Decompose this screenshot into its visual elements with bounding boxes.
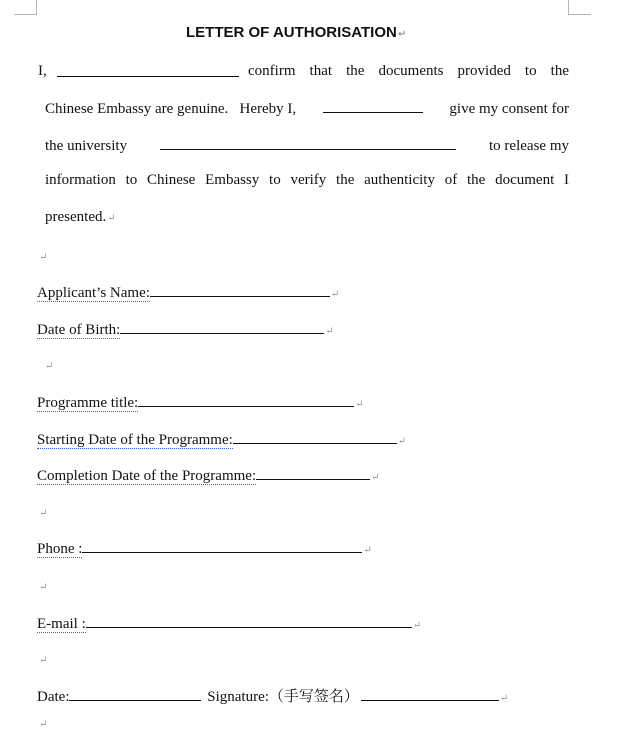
applicant-name-field[interactable]	[150, 282, 330, 297]
paragraph-line-4: information to Chinese Embassy to verify the authenticity of the document I	[45, 172, 569, 188]
date-of-birth-field[interactable]	[120, 319, 324, 334]
email-field[interactable]	[86, 613, 412, 628]
starting-date-label: Starting Date of the Programme:	[37, 432, 233, 448]
applicant-name-row	[37, 282, 339, 304]
email-label: E-mail :	[37, 616, 86, 632]
starting-date-field[interactable]	[233, 429, 397, 444]
email-row	[37, 613, 421, 635]
programme-title-row	[37, 392, 364, 414]
empty-paragraph	[38, 503, 47, 523]
date-label: Date:	[37, 689, 70, 705]
paragraph-mark-icon: ↵	[355, 399, 364, 410]
empty-paragraph	[38, 247, 47, 267]
paragraph-mark-icon: ↵	[412, 620, 422, 631]
paragraph-mark-icon: ↵	[39, 508, 48, 519]
empty-paragraph	[38, 577, 47, 597]
paragraph-mark-icon: ↵	[397, 29, 407, 40]
paragraph-line-3-start: the university	[45, 138, 128, 154]
phone-label: Phone :	[37, 541, 83, 557]
signature-field[interactable]	[361, 686, 499, 701]
programme-title-label: Programme title:	[37, 395, 139, 411]
paragraph-line-2-start: Chinese Embassy are genuine. Hereby I,	[45, 101, 297, 117]
completion-date-row	[37, 465, 380, 487]
empty-paragraph	[38, 714, 47, 734]
empty-paragraph	[44, 356, 53, 376]
paragraph-line-3	[45, 135, 569, 155]
paragraph-mark-icon: ↵	[45, 361, 54, 372]
name-blank[interactable]	[57, 62, 239, 82]
consent-name-blank[interactable]	[323, 98, 423, 113]
programme-title-field[interactable]	[138, 392, 354, 407]
applicant-name-label: Applicant’s Name:	[37, 285, 150, 301]
paragraph-mark-icon: ↵	[397, 436, 407, 447]
page-corner-top-left	[14, 0, 37, 15]
paragraph-mark-icon: ↵	[39, 719, 48, 730]
document-title: LETTER OF AUTHORISATION↵	[186, 24, 407, 41]
paragraph-line-2	[45, 98, 569, 118]
date-signature-row	[37, 686, 508, 708]
page-corner-top-right	[568, 0, 591, 15]
empty-paragraph	[38, 650, 47, 670]
starting-date-row	[37, 429, 406, 451]
paragraph-line-1-end: confirm that the documents provided to the	[248, 63, 569, 79]
paragraph-line-2-end: give my consent for	[449, 101, 569, 117]
paragraph-mark-icon: ↵	[107, 213, 116, 224]
date-of-birth-row	[37, 319, 334, 341]
paragraph-mark-icon: ↵	[325, 326, 334, 337]
completion-date-field[interactable]	[256, 465, 370, 480]
paragraph-line-1-start: I,	[38, 63, 47, 79]
paragraph-mark-icon: ↵	[499, 693, 509, 704]
paragraph-mark-icon: ↵	[39, 252, 48, 263]
paragraph-mark-icon: ↵	[363, 545, 372, 556]
signature-label: Signature:（手写签名）	[207, 689, 359, 705]
paragraph-mark-icon: ↵	[39, 582, 48, 593]
paragraph-mark-icon: ↵	[330, 289, 340, 300]
phone-field[interactable]	[82, 538, 362, 553]
paragraph-mark-icon: ↵	[39, 655, 48, 666]
university-blank[interactable]	[160, 135, 456, 150]
date-of-birth-label: Date of Birth:	[37, 322, 121, 338]
paragraph-line-5: presented.↵	[45, 209, 116, 225]
date-field[interactable]	[69, 686, 201, 701]
paragraph-mark-icon: ↵	[371, 472, 380, 483]
phone-row	[37, 538, 372, 560]
completion-date-label: Completion Date of the Programme:	[37, 468, 257, 484]
paragraph-line-1	[38, 62, 47, 80]
paragraph-line-3-end: to release my	[489, 138, 569, 154]
